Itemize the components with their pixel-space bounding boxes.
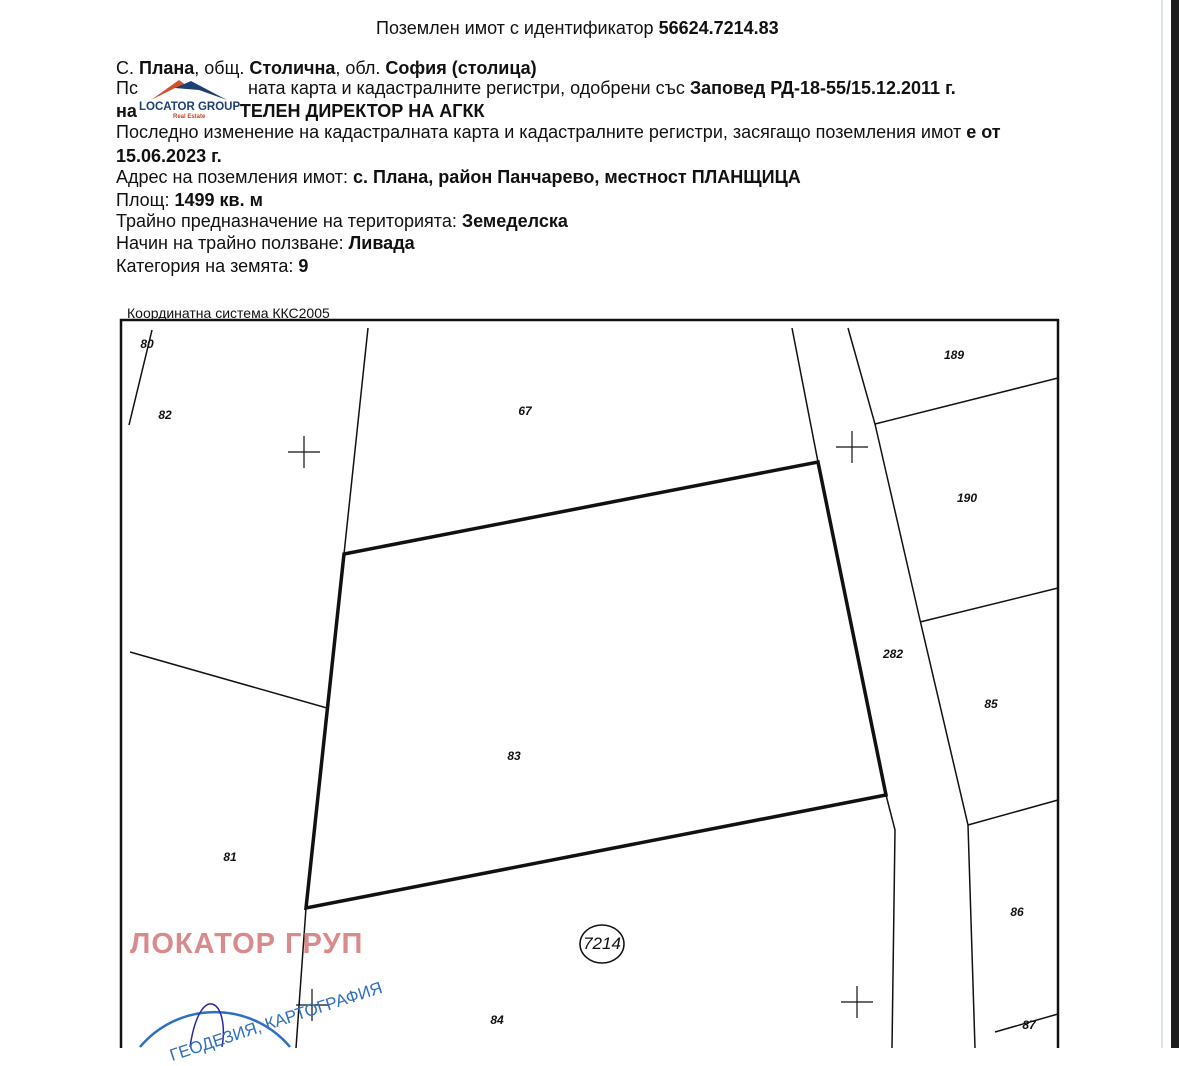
address-line: Адрес на поземления имот: с. Плана, район Панчарево, местност ПЛАНЩИЦА — [116, 167, 801, 187]
parcel-label: 67 — [518, 404, 532, 418]
parcel-label: 82 — [158, 408, 172, 422]
location-line: С. Плана, общ. Столична, обл. София (столица) — [116, 58, 537, 78]
director-line: на ТЕЛЕН ДИРЕКТОР НА АГКК — [116, 101, 485, 121]
parcel-83-outline — [306, 462, 886, 908]
last-change-date: 15.06.2023 г. — [116, 146, 222, 166]
parcel-label: 81 — [223, 850, 237, 864]
road-282-left — [792, 328, 895, 1048]
parcel-label: 80 — [140, 337, 154, 351]
parcel-label: 282 — [882, 647, 904, 661]
document-title: Поземлен имот с идентификатор 56624.7214.83 — [376, 18, 779, 38]
logo-subtitle: Real Estate — [173, 114, 206, 120]
parcel-label: 85 — [984, 697, 998, 711]
boundary-82-67 — [344, 328, 368, 554]
boundary-190-85 — [920, 588, 1058, 622]
cross-marks — [288, 431, 873, 1021]
stamp-text: ГЕОДЕЗИЯ, КАРТОГРАФИЯ — [167, 978, 385, 1065]
category-line: Категория на земята: 9 — [116, 256, 309, 276]
logo-name: LOCATOR GROUP — [139, 101, 241, 113]
area-line: Площ: 1499 кв. м — [116, 190, 263, 210]
parcel-label: 190 — [956, 491, 978, 505]
usage-line: Начин на трайно ползване: Ливада — [116, 233, 415, 253]
purpose-line: Трайно предназначение на територията: Земеделска — [116, 211, 568, 231]
parcel-label: 86 — [1010, 905, 1024, 919]
boundary-85-86 — [968, 800, 1058, 825]
approval-line: Пс ната карта и кадастралните регистри, одобрени със Заповед РД-18-55/15.12.2011 г. — [116, 78, 956, 98]
block-number: 7214 — [583, 934, 621, 953]
last-change-line: Последно изменение на кадастралната карта и кадастралните регистри, засягащо поземления имот е от — [116, 122, 1001, 142]
parcel-label-83: 83 — [507, 749, 521, 763]
parcel-label: 87 — [1022, 1018, 1036, 1032]
coordinate-system: Координатна система ККС2005 — [127, 305, 330, 321]
parcel-label: 189 — [943, 348, 965, 362]
boundary-189-190 — [875, 378, 1058, 424]
road-282-right — [848, 328, 978, 1048]
boundary-82-81 — [130, 652, 327, 708]
watermark: ЛОКАТОР ГРУП — [130, 928, 364, 960]
parcel-label: 84 — [490, 1013, 504, 1027]
